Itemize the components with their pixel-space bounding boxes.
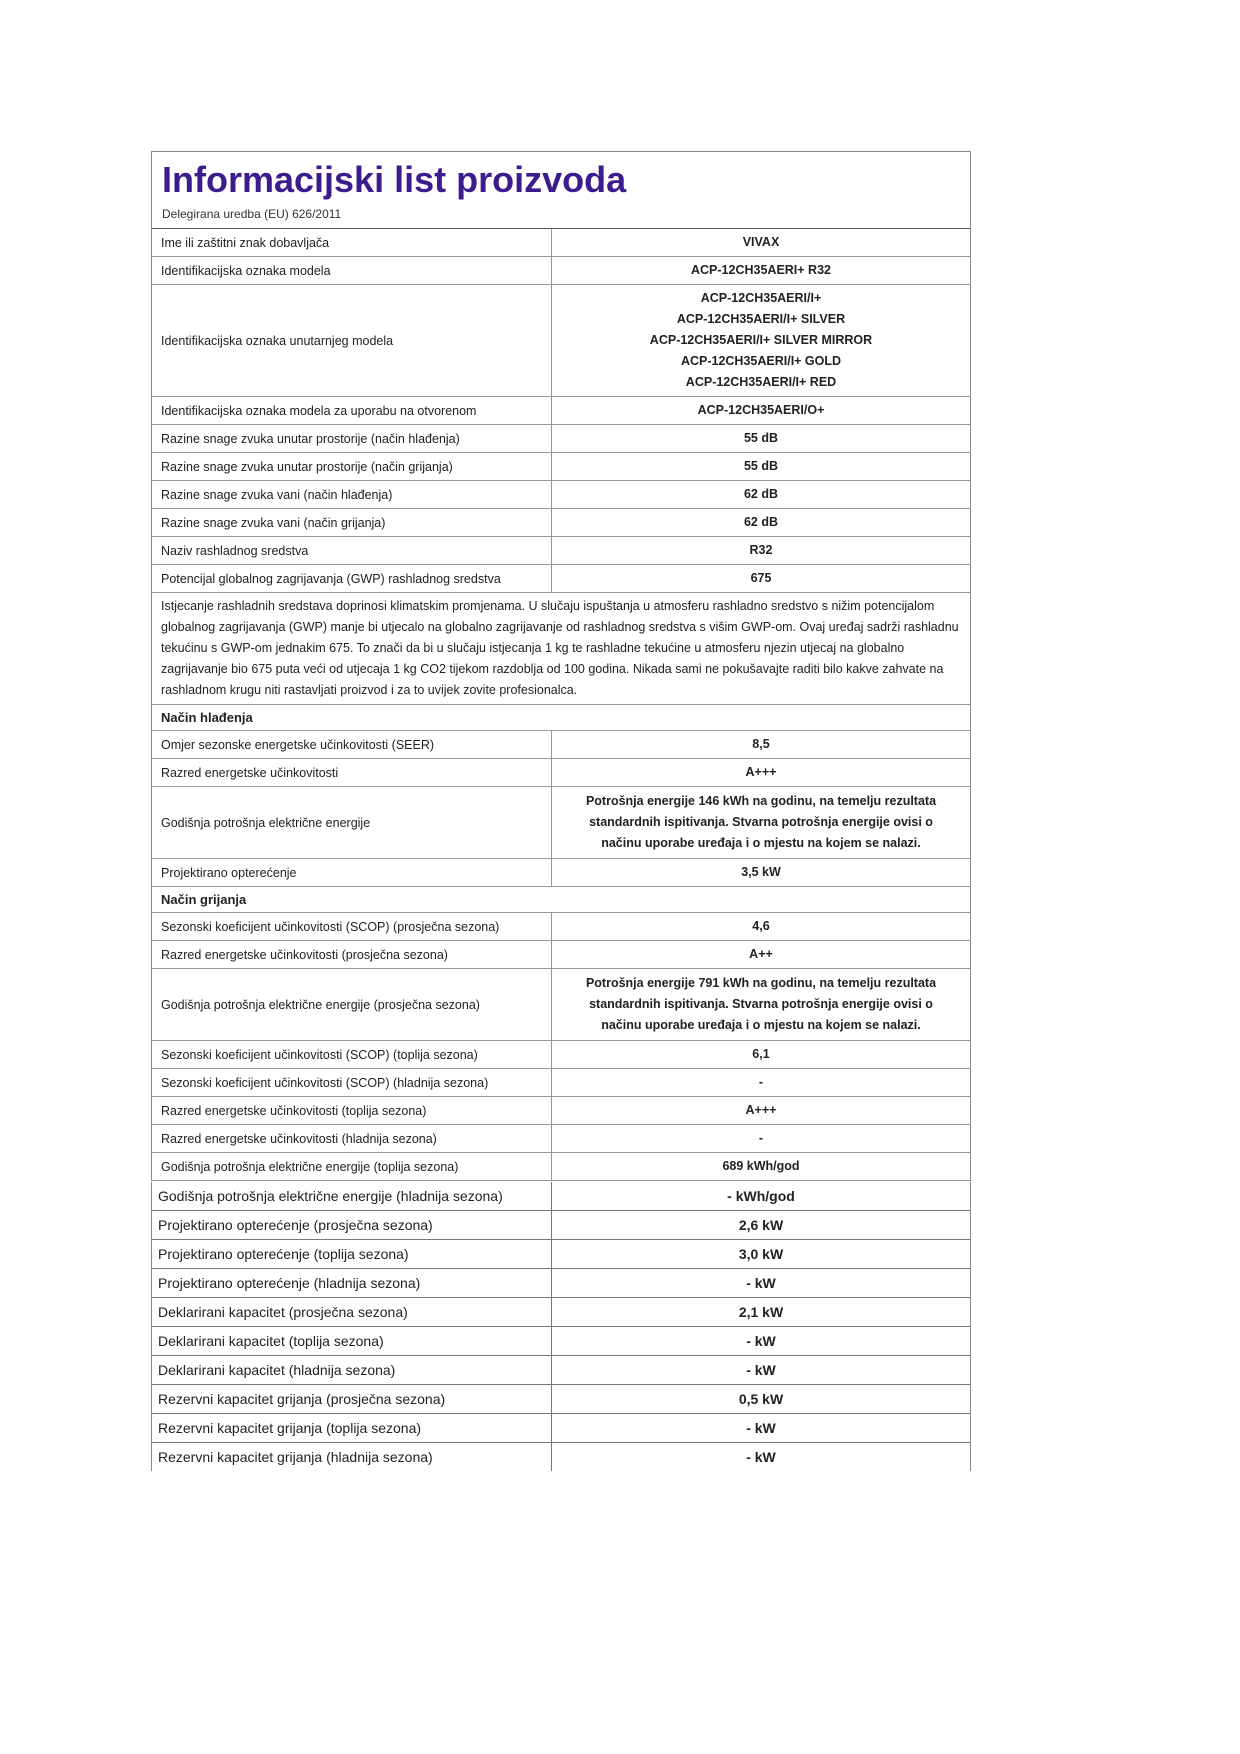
capacity-table [151, 1182, 971, 1471]
table-row [152, 759, 970, 787]
indoor-model-row [152, 285, 970, 397]
cooling-annual-row [152, 787, 970, 859]
table-row [152, 1211, 970, 1240]
row-label: Razred energetske učinkovitosti [152, 759, 552, 786]
table-row [152, 1125, 970, 1153]
table-row [152, 1385, 970, 1414]
row-label: Sezonski koeficijent učinkovitosti (SCOP) (toplija sezona) [152, 1041, 552, 1068]
indoor-model-value: ACP-12CH35AERI/I+ RED [685, 375, 837, 389]
row-value: Potrošnja energije 791 kWh na godinu, na temelju rezultata standardnih ispitivanja. Stvarna potrošnja energije ovisi o načinu uporabe uređaja i o mjestu na kojem se nalazi. [585, 976, 937, 1032]
table-row [152, 481, 970, 509]
row-value: 675 [750, 571, 772, 585]
row-value: 2,6 kW [738, 1217, 784, 1233]
row-label: Godišnja potrošnja električne energije (prosječna sezona) [152, 969, 552, 1040]
table-row [152, 1182, 970, 1211]
row-label: Godišnja potrošnja električne energije (toplija sezona) [152, 1153, 552, 1180]
refrigerant-notice: Istjecanje rashladnih sredstava doprinosi klimatskim promjenama. U slučaju ispuštanja u atmosferu rashladno sredstvo s nižim potencijalom globalnog zagrijavanja (GWP) manje bi utjecalo na globalno zagrijavanje od rashladnog sredstva s višim GWP-om. Ovaj uređaj sadrži rashladnu tekućinu s GWP-om jednakim 675. To znači da bi u slučaju istjecanja 1 kg te rashladne tekućine u atmosferu njezin utjecaj na globalno zagrijavanje bio 675 puta veći od utjecaja 1 kg CO2 tijekom razdoblja od 100 godina. Nikada sami ne pokušavajte raditi bilo kakve zahvate na rashladnom krugu niti rastavljati proizvod i za to uvijek zovite profesionalca. [152, 593, 970, 705]
row-label: Godišnja potrošnja električne energije (hladnija sezona) [152, 1182, 552, 1210]
row-label: Deklarirani kapacitet (prosječna sezona) [152, 1298, 552, 1326]
table-row [152, 537, 970, 565]
table-row [152, 425, 970, 453]
row-label: Projektirano opterećenje (prosječna sezona) [152, 1211, 552, 1239]
page-title: Informacijski list proizvoda [162, 159, 627, 200]
product-info-sheet [151, 151, 971, 1471]
row-value: 4,6 [752, 919, 770, 933]
row-label: Razine snage zvuka unutar prostorije (način grijanja) [152, 453, 552, 480]
row-label: Deklarirani kapacitet (hladnija sezona) [152, 1356, 552, 1384]
table-row [152, 1153, 970, 1181]
table-row [152, 941, 970, 969]
table-row [152, 565, 970, 593]
row-label: Razine snage zvuka vani (način grijanja) [152, 509, 552, 536]
table-row [152, 1298, 970, 1327]
indoor-model-values [552, 285, 970, 396]
row-value: 689 kWh/god [722, 1159, 800, 1173]
row-label: Naziv rashladnog sredstva [152, 537, 552, 564]
table-row [152, 913, 970, 941]
row-value: 62 dB [743, 515, 779, 529]
table-row [152, 397, 970, 425]
row-label: Rezervni kapacitet grijanja (prosječna sezona) [152, 1385, 552, 1413]
row-value: 8,5 [752, 737, 770, 751]
row-value: ACP-12CH35AERI+ R32 [691, 263, 831, 277]
table-row [152, 1414, 970, 1443]
row-label: Potencijal globalnog zagrijavanja (GWP) rashladnog sredstva [152, 565, 552, 592]
row-value: - kW [746, 1420, 776, 1436]
row-label: Sezonski koeficijent učinkovitosti (SCOP) (prosječna sezona) [152, 913, 552, 940]
row-label: Identifikacijska oznaka modela [152, 257, 552, 284]
row-value: 3,0 kW [738, 1246, 784, 1262]
row-label: Razred energetske učinkovitosti (hladnija sezona) [152, 1125, 552, 1152]
row-label: Godišnja potrošnja električne energije [152, 787, 552, 858]
row-value: 6,1 [752, 1047, 770, 1061]
row-value: 0,5 kW [738, 1391, 784, 1407]
row-label: Razred energetske učinkovitosti (toplija sezona) [152, 1097, 552, 1124]
table-row [152, 453, 970, 481]
row-value: - kW [746, 1362, 776, 1378]
row-label: Omjer sezonske energetske učinkovitosti (SEER) [152, 731, 552, 758]
row-label: Identifikacijska oznaka unutarnjeg modela [152, 285, 552, 396]
row-label: Razine snage zvuka unutar prostorije (način hlađenja) [152, 425, 552, 452]
row-label: Projektirano opterećenje [152, 859, 552, 886]
row-value: A+++ [745, 765, 777, 779]
row-label: Sezonski koeficijent učinkovitosti (SCOP) (hladnija sezona) [152, 1069, 552, 1096]
row-value: Potrošnja energije 146 kWh na godinu, na temelju rezultata standardnih ispitivanja. Stvarna potrošnja energije ovisi o načinu uporabe uređaja i o mjestu na kojem se nalazi. [585, 794, 937, 850]
regulation-subtitle: Delegirana uredba (EU) 626/2011 [162, 207, 342, 221]
table-row [152, 731, 970, 759]
row-value: R32 [749, 543, 773, 557]
row-label: Rezervni kapacitet grijanja (hladnija sezona) [152, 1443, 552, 1471]
row-value: ACP-12CH35AERI/O+ [697, 403, 825, 417]
table-row [152, 1269, 970, 1298]
table-row [152, 1240, 970, 1269]
row-value: 2,1 kW [738, 1304, 784, 1320]
table-row [152, 1041, 970, 1069]
row-label: Projektirano opterećenje (hladnija sezona) [152, 1269, 552, 1297]
table-row [152, 509, 970, 537]
indoor-model-value: ACP-12CH35AERI/I+ [700, 291, 822, 305]
row-label: Razine snage zvuka vani (način hlađenja) [152, 481, 552, 508]
row-value: A++ [749, 947, 773, 961]
main-table [151, 151, 971, 1181]
row-value: 55 dB [743, 431, 779, 445]
indoor-model-value: ACP-12CH35AERI/I+ SILVER MIRROR [649, 333, 873, 347]
row-value: - kW [746, 1333, 776, 1349]
row-value: 55 dB [743, 459, 779, 473]
cooling-design-row [152, 859, 970, 887]
row-value: A+++ [745, 1103, 777, 1117]
row-value: - kWh/god [727, 1188, 795, 1204]
table-row [152, 257, 970, 285]
table-row [152, 1356, 970, 1385]
row-label: Razred energetske učinkovitosti (prosječna sezona) [152, 941, 552, 968]
sheet-header [152, 152, 970, 229]
row-label: Ime ili zaštitni znak dobavljača [152, 229, 552, 256]
row-value: - [758, 1075, 764, 1089]
row-value: VIVAX [742, 235, 780, 249]
row-value: - kW [746, 1275, 776, 1291]
indoor-model-value: ACP-12CH35AERI/I+ SILVER [676, 312, 846, 326]
table-row [152, 1443, 970, 1471]
heating-heading: Način grijanja [152, 887, 970, 913]
row-label: Rezervni kapacitet grijanja (toplija sezona) [152, 1414, 552, 1442]
row-label: Identifikacijska oznaka modela za uporabu na otvorenom [152, 397, 552, 424]
row-label: Deklarirani kapacitet (toplija sezona) [152, 1327, 552, 1355]
row-value: - [758, 1131, 764, 1145]
indoor-model-value: ACP-12CH35AERI/I+ GOLD [680, 354, 842, 368]
row-label: Projektirano opterećenje (toplija sezona) [152, 1240, 552, 1268]
row-value: 62 dB [743, 487, 779, 501]
table-row [152, 229, 970, 257]
cooling-heading: Način hlađenja [152, 705, 970, 731]
table-row [152, 1327, 970, 1356]
row-value: - kW [746, 1449, 776, 1465]
table-row [152, 1097, 970, 1125]
table-row [152, 1069, 970, 1097]
row-value: 3,5 kW [741, 865, 781, 879]
heating-annual-row [152, 969, 970, 1041]
